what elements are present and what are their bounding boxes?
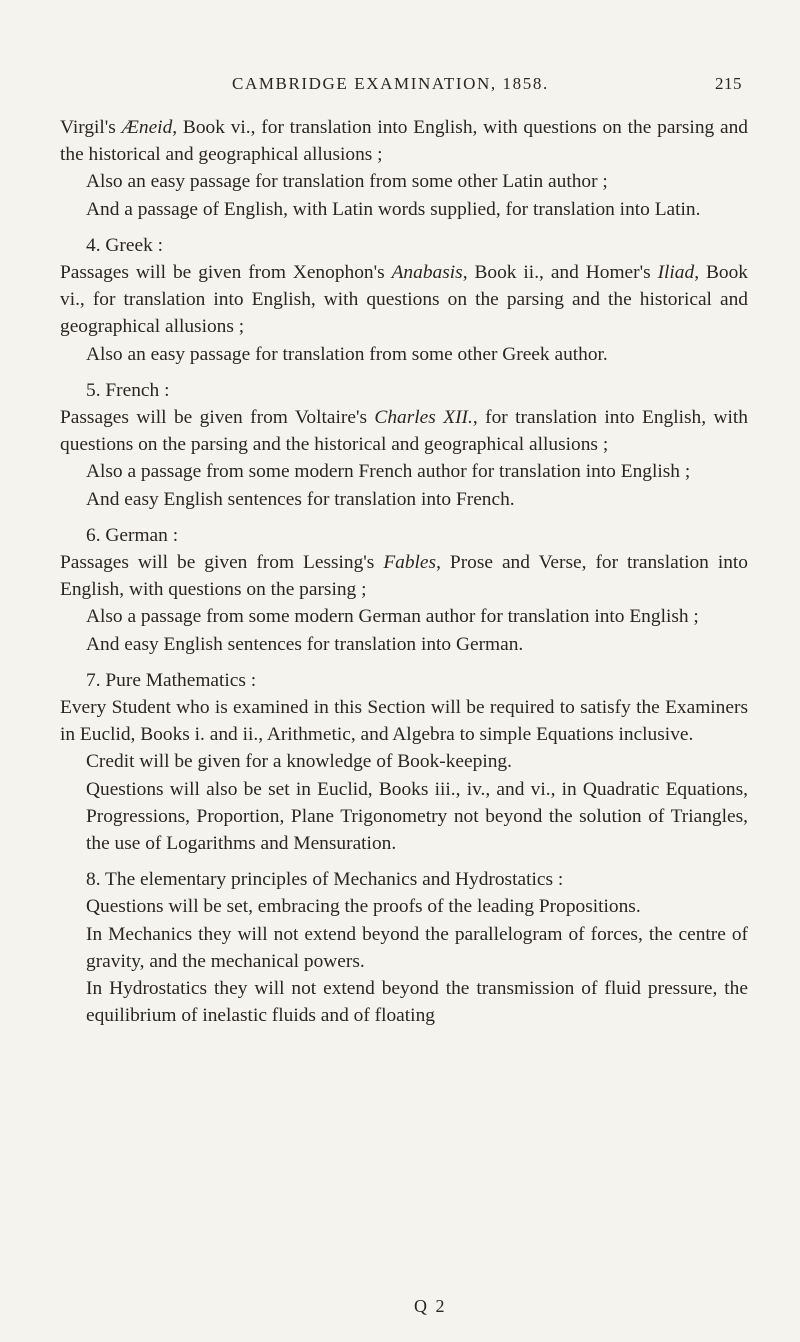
german-paragraph-2: Also a passage from some modern German author for translation into English ; <box>86 606 699 628</box>
page-number: 215 <box>715 74 742 93</box>
latin-paragraph-3: And a passage of English, with Latin words supplied, for translation into Latin. <box>86 198 701 220</box>
running-head <box>232 74 742 94</box>
french-paragraph-1: Passages will be given from Voltaire's Charles XII., for translation into English, with questions on the parsing and the historical and geographical allusions ; <box>60 407 748 456</box>
mechanics-paragraph-1: Questions will be set, embracing the proofs of the leading Propositions. <box>86 896 641 918</box>
greek-paragraph-1: Passages will be given from Xenophon's Anabasis, Book ii., and Homer's Iliad, Book vi., for translation into English, with questions on the parsing and the historical and geographical allusions ; <box>60 262 748 338</box>
latin-paragraph-2: Also an easy passage for translation from some other Latin author ; <box>86 171 608 193</box>
mathematics-paragraph-3: Questions will also be set in Euclid, Books iii., iv., and vi., in Quadratic Equations, Progressions, Proportion, Plane Trigonometry not beyond the solution of Triangles, the use of Logarithms and Mensuration. <box>86 778 748 855</box>
german-heading: 6. German : <box>86 524 179 546</box>
greek-heading: 4. Greek : <box>86 234 163 256</box>
french-paragraph-2: Also a passage from some modern French author for translation into English ; <box>86 461 691 483</box>
body-text <box>60 114 748 1030</box>
anabasis-title: Anabasis <box>391 262 463 284</box>
latin-paragraph-1: Virgil's Æneid, Book vi., for translation into English, with questions on the parsing and the historical and geographical allusions ; <box>60 117 748 166</box>
signature-mark: Q 2 <box>414 1296 447 1316</box>
mathematics-paragraph-1: Every Student who is examined in this Section will be required to satisfy the Examiners in Euclid, Books i. and ii., Arithmetic, and Algebra to simple Equations inclusive. <box>60 697 748 746</box>
mechanics-paragraph-2: In Mechanics they will not extend beyond the parallelogram of forces, the centre of gravity, and the mechanical powers. <box>86 923 748 972</box>
mechanics-paragraph-3: In Hydrostatics they will not extend beyond the transmission of fluid pressure, the equilibrium of inelastic fluids and of floating <box>86 978 748 1027</box>
running-title: CAMBRIDGE EXAMINATION, 1858. <box>232 74 549 93</box>
german-paragraph-1: Passages will be given from Lessing's Fables, Prose and Verse, for translation into English, with questions on the parsing ; <box>60 552 748 601</box>
mathematics-heading: 7. Pure Mathematics : <box>86 669 257 691</box>
mathematics-paragraph-2: Credit will be given for a knowledge of Book-keeping. <box>86 751 512 773</box>
charles-xii-title: Charles XII. <box>374 407 473 429</box>
german-paragraph-3: And easy English sentences for translation into German. <box>86 633 524 655</box>
fables-title: Fables <box>383 552 437 574</box>
aeneid-title: Æneid <box>121 117 173 138</box>
mechanics-heading: 8. The elementary principles of Mechanics and Hydrostatics : <box>86 869 564 891</box>
greek-paragraph-2: Also an easy passage for translation from some other Greek author. <box>86 343 608 365</box>
french-paragraph-3: And easy English sentences for translation into French. <box>86 488 515 510</box>
french-heading: 5. French : <box>86 379 170 401</box>
iliad-title: Iliad <box>657 262 695 284</box>
